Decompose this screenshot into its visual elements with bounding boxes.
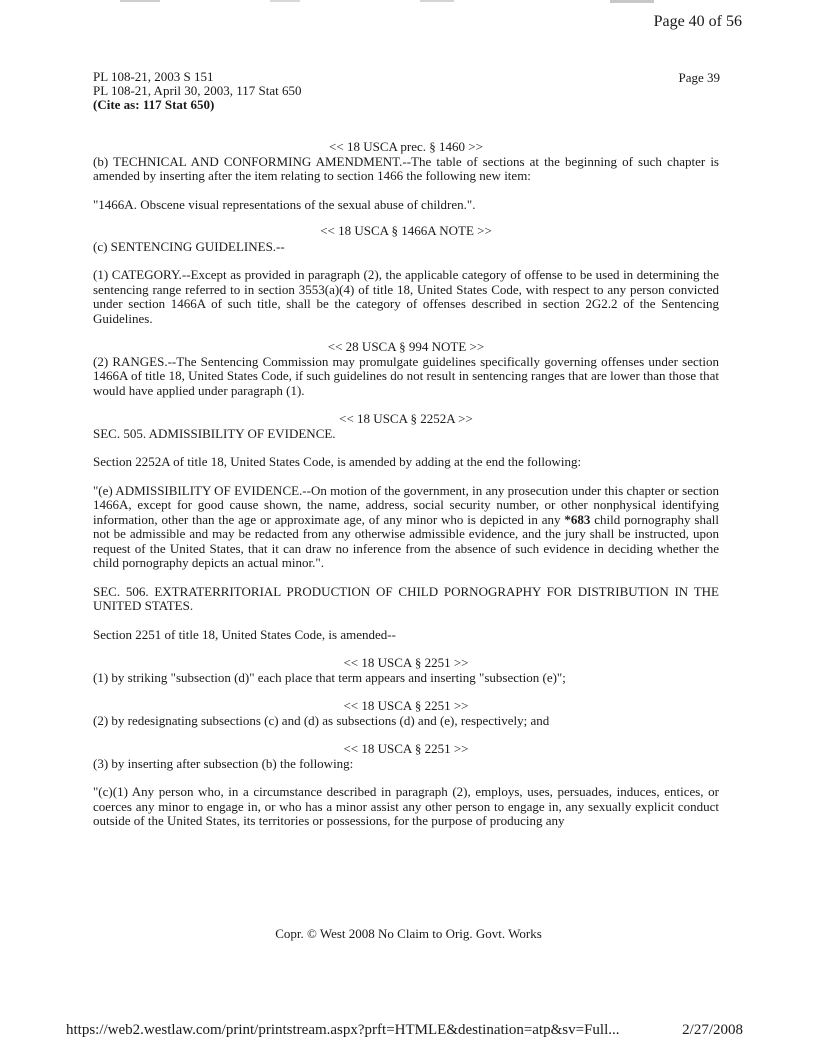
usca-reference: << 18 USCA § 2252A >> <box>339 411 473 426</box>
amendment-1: (1) by striking "subsection (d)" each place that term appears and inserting "subsection (e)"; <box>93 669 566 685</box>
section-506-heading: SEC. 506. EXTRATERRITORIAL PRODUCTION OF CHILD PORNOGRAPHY FOR DISTRIBUTION IN THE UNITED STATES. <box>93 583 719 613</box>
paragraph-b: (b) TECHNICAL AND CONFORMING AMENDMENT.--The table of sections at the beginning of such chapter is amended by inserting after the item relating to section 1466 the following new item: <box>93 153 719 183</box>
section-505-intro: Section 2252A of title 18, United States Code, is amended by adding at the end the following: <box>93 454 582 469</box>
usca-reference: << 28 USCA § 994 NOTE >> <box>327 339 485 354</box>
paragraph-c1: "(c)(1) Any person who, in a circumstance described in paragraph (2), employs, uses, persuades, induces, entices, or coerces any minor to engage in, or who has a minor assist any other person to engage in, any sexually explicit conduct outside of the United States, its territories or possessions, for the purpose of producing any <box>93 784 719 828</box>
page-counter: Page 40 of 56 <box>653 13 742 30</box>
usca-reference: << 18 USCA § 2251 >> <box>343 741 469 756</box>
paragraph-c-heading: (c) SENTENCING GUIDELINES.-- <box>93 238 285 254</box>
section-505-heading: SEC. 505. ADMISSIBILITY OF EVIDENCE. <box>93 425 336 441</box>
section-2251-intro: Section 2251 of title 18, United States Code, is amended-- <box>93 626 396 642</box>
citation-block <box>93 70 301 112</box>
usca-reference: << 18 USCA § 2251 >> <box>343 698 469 713</box>
usca-reference: << 18 USCA § 2251 >> <box>343 655 469 670</box>
usca-reference: << 18 USCA prec. § 1460 >> <box>329 139 483 154</box>
print-url: https://web2.westlaw.com/print/printstream.aspx?prft=HTMLE&destination=atp&sv=Full... <box>66 1022 620 1038</box>
usca-reference: << 18 USCA § 1466A NOTE >> <box>320 223 492 238</box>
amendment-3: (3) by inserting after subsection (b) the following: <box>93 755 354 771</box>
citation-line-1: PL 108-21, 2003 S 151 <box>93 69 214 84</box>
scan-artifact-marks <box>0 0 817 6</box>
copyright-notice: Copr. © West 2008 No Claim to Orig. Govt. Works <box>275 926 542 941</box>
document-page-label: Page 39 <box>678 70 720 85</box>
citation-line-2: PL 108-21, April 30, 2003, 117 Stat 650 <box>93 83 302 98</box>
amendment-2: (2) by redesignating subsections (c) and (d) as subsections (d) and (e), respectively; and <box>93 712 550 728</box>
paragraph-e-admissibility: "(e) ADMISSIBILITY OF EVIDENCE.--On motion of the government, in any prosecution under this chapter or section 1466A, except for good cause shown, the name, address, social security number, or other nonphysical identifying information, other than the age or approximate age, of any minor who is depicted in any *683 child pornography shall not be admissible and may be redacted from any otherwise admissible evidence, and the jury shall be instructed, upon request of the United States, that it can draw no inference from the absence of such evidence in deciding whether the child pornography depicts an actual minor.". <box>93 482 719 570</box>
print-date: 2/27/2008 <box>682 1022 743 1038</box>
paragraph-1-category: (1) CATEGORY.--Except as provided in paragraph (2), the applicable category of offense to be used in determining the sentencing range referred to in section 3553(a)(4) of title 18, United States Code, with respect to any person convicted under section 1466A of such title, shall be the category of offenses described in section 2G2.2 of the Sentencing Guidelines. <box>93 267 719 326</box>
star-page-marker: *683 <box>564 511 591 527</box>
document-body <box>93 140 719 829</box>
new-item-1466a: "1466A. Obscene visual representations of the sexual abuse of children.". <box>93 196 476 212</box>
citation-cite-as: (Cite as: 117 Stat 650) <box>93 97 215 112</box>
paragraph-2-ranges: (2) RANGES.--The Sentencing Commission may promulgate guidelines specifically governing offenses under section 1466A of title 18, United States Code, if such guidelines do not result in sentencing ranges that are lower than those that would have applied under paragraph (1). <box>93 353 719 398</box>
